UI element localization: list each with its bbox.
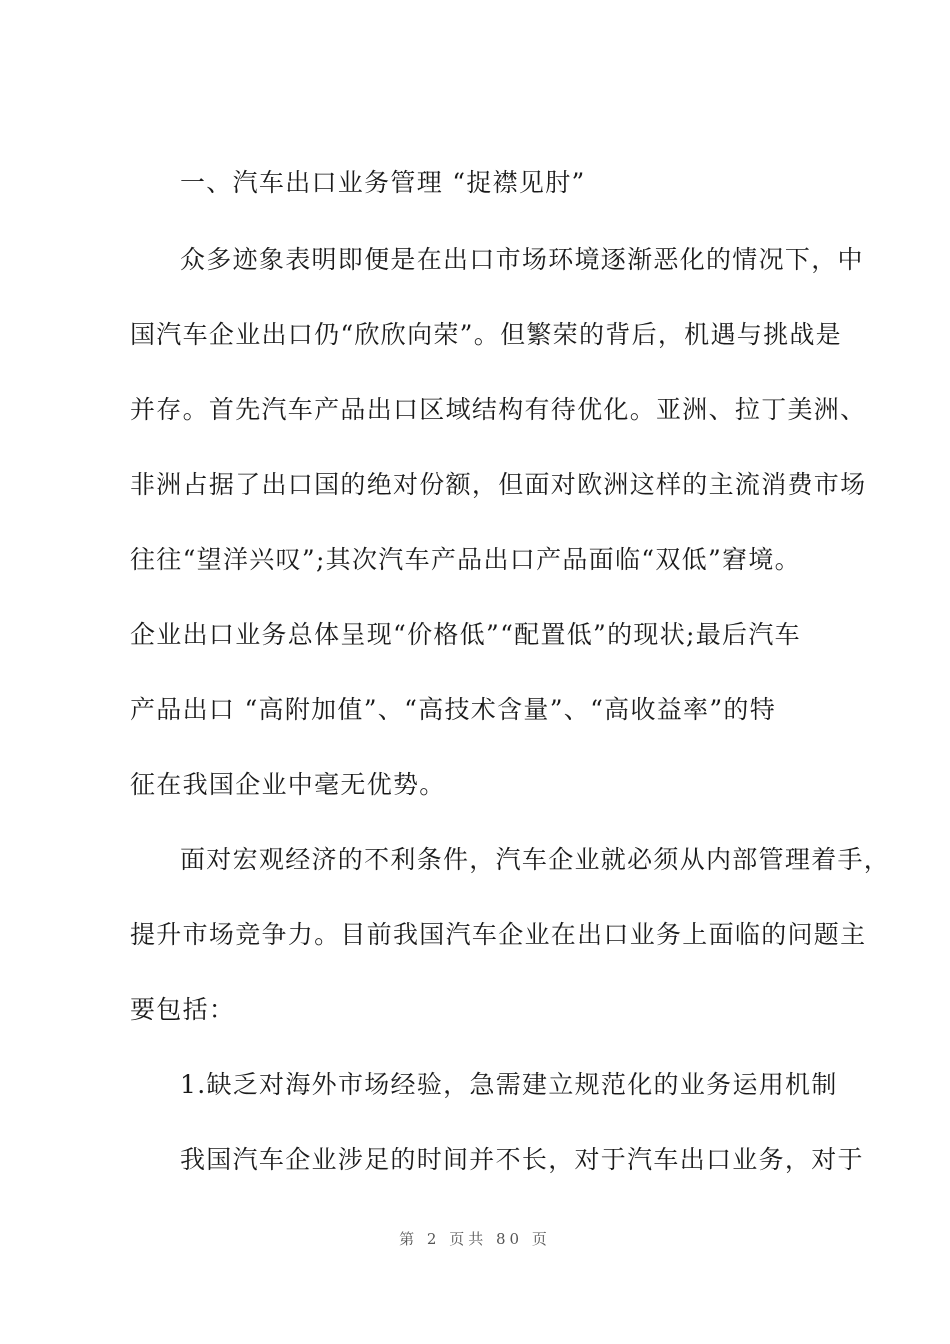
paragraph-line: 非洲占据了出口国的绝对份额，但面对欧洲这样的主流消费市场 (130, 470, 867, 499)
numbered-subheading: 1.缺乏对海外市场经验，急需建立规范化的业务运用机制 (180, 1070, 838, 1099)
paragraph-1 (130, 245, 867, 799)
paragraph-line: 往往“望洋兴叹”;其次汽车产品出口产品面临“双低”窘境。 (130, 545, 801, 574)
paragraph-line: 产品出口 “高附加值”、“高技术含量”、“高收益率”的特 (130, 695, 777, 724)
paragraph-2 (130, 845, 891, 1024)
section-heading: 一、汽车出口业务管理 “捉襟见肘” (180, 168, 586, 197)
paragraph-line: 提升市场竞争力。目前我国汽车企业在出口业务上面临的问题主 (130, 920, 867, 949)
paragraph-line: 征在我国企业中毫无优势。 (130, 770, 446, 799)
page-number-footer: 第 2 页共 80 页 (399, 1230, 551, 1248)
paragraph-line: 众多迹象表明即便是在出口市场环境逐渐恶化的情况下，中 (180, 245, 864, 274)
paragraph-line: 要包括： (130, 995, 236, 1024)
paragraph-line: 并存。首先汽车产品出口区域结构有待优化。亚洲、拉丁美洲、 (130, 395, 867, 424)
paragraph-line: 企业出口业务总体呈现“价格低”“配置低”的现状;最后汽车 (130, 620, 801, 649)
paragraph-line: 面对宏观经济的不利条件，汽车企业就必须从内部管理着手， (180, 845, 891, 874)
document-body (130, 168, 891, 1174)
paragraph-line: 我国汽车企业涉足的时间并不长，对于汽车出口业务，对于 (180, 1145, 864, 1174)
paragraph-line: 国汽车企业出口仍“欣欣向荣”。但繁荣的背后，机遇与挑战是 (130, 320, 842, 349)
